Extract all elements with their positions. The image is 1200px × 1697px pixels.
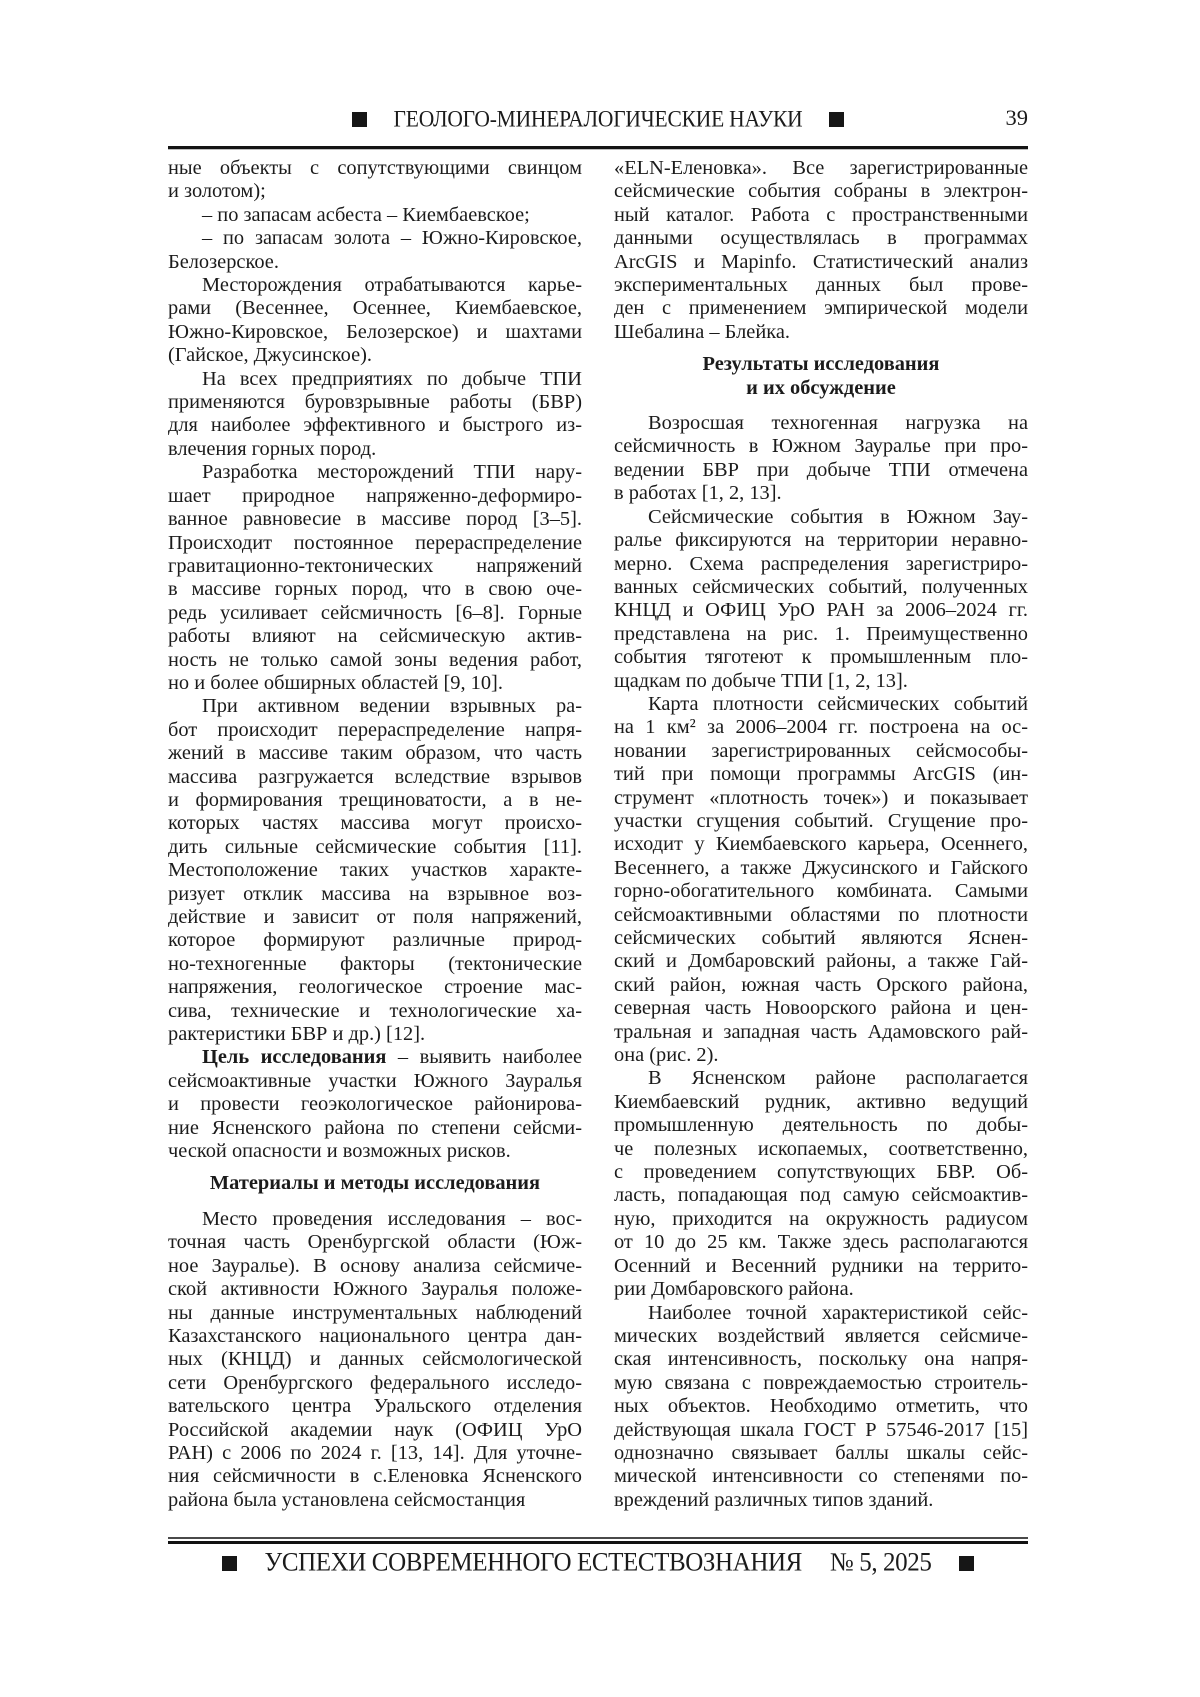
text-line: бот происходит перераспределение напря- <box>168 718 582 741</box>
text-line: работы влияют на сейсмическую актив- <box>168 625 582 648</box>
text-line: однозначно связывает баллы шкалы сейс- <box>614 1441 1028 1464</box>
text-line: щадкам по добыче ТПИ [1, 2, 13]. <box>614 669 908 692</box>
running-head-title: ГЕОЛОГО-МИНЕРАЛОГИЧЕСКИЕ НАУКИ <box>393 106 803 132</box>
text-line: и провести геоэкологическое районирова- <box>168 1093 582 1116</box>
text-line: Белозерское. <box>168 250 279 273</box>
text-line: мую связана с повреждаемостью строитель- <box>614 1371 1028 1394</box>
heading-line: Материалы и методы исследования <box>209 1172 541 1195</box>
text-line: сейсмичность в Южном Зауралье при про- <box>614 435 1028 458</box>
text-line: Сейсмические события в Южном Зау- <box>648 505 1028 528</box>
text-line: тий при помощи программы ArcGIS (ин- <box>614 763 1028 786</box>
text-line: которое формируют различные природ- <box>168 929 582 952</box>
journal-issue: № 5, 2025 <box>829 1548 932 1577</box>
text-line: Разработка месторождений ТПИ нару- <box>202 461 582 484</box>
text-line: ный каталог. Работа с пространственными <box>614 203 1028 226</box>
paragraph <box>614 1302 1028 1513</box>
text-line: жений в массиве таким образом, что часть <box>168 742 582 765</box>
text-line: ская интенсивность, поскольку она напря- <box>614 1348 1028 1371</box>
text-line: ные объекты с сопутствующими свинцом <box>168 157 582 179</box>
text-line: с проведением сопутствующих БВР. Об- <box>614 1161 1028 1184</box>
section-heading <box>614 353 1028 400</box>
text-line: гравитационно-тектонических напряжений <box>168 554 582 577</box>
text-line: сейсмические события собраны в электрон- <box>614 180 1028 203</box>
text-line: ведении БВР при добыче ТПИ отмечена <box>614 458 1028 481</box>
text-line: тральная и западная часть Адамовского рай- <box>614 1020 1028 1043</box>
text-line: экспериментальных данных был прове- <box>614 274 1028 297</box>
text-line: ния сейсмичности в с.Еленовка Ясненского <box>168 1465 582 1488</box>
paragraph <box>168 157 582 204</box>
text-line: ны данные инструментальных наблюдений <box>168 1301 582 1324</box>
text-line: В Ясненском районе располагается <box>648 1067 1028 1090</box>
text-line: рии Домбаровского района. <box>614 1278 854 1301</box>
text-line: шает природное напряженно-деформиро- <box>168 484 582 507</box>
text-line: ных объектов. Необходимо отметить, что <box>614 1395 1028 1418</box>
article-body <box>168 157 1028 1512</box>
text-line: Происходит постоянное перераспределение <box>168 531 582 554</box>
text-line: Киембаевский рудник, активно ведущий <box>614 1090 1028 1113</box>
footer-rule-thick <box>168 1541 1028 1544</box>
footer-rule-thin <box>168 1537 1028 1539</box>
right-column <box>614 157 1028 1512</box>
text-line: исходит у Киембаевского карьера, Осеннего, <box>614 833 1028 856</box>
text-line: ский район, южная часть Орского района, <box>614 973 1028 996</box>
text-line: и формирования трещиноватости, а в не- <box>168 788 582 811</box>
paragraph <box>614 506 1028 693</box>
text-line: Осенний и Весенний рудники на террито- <box>614 1254 1028 1277</box>
paragraph <box>614 412 1028 506</box>
text-line: на 1 км² за 2006–2004 гг. построена на ос- <box>614 716 1028 739</box>
black-square-icon <box>959 1556 974 1571</box>
text-line: ский и Домбаровский районы, а также Гай- <box>614 950 1028 973</box>
text-line: ность не только самой зоны ведения работ, <box>168 648 582 671</box>
text-line: ванное равновесие в массиве пород [3–5]. <box>168 508 582 531</box>
text-line: района была установлена сейсмостанция <box>168 1488 526 1511</box>
text-line: но и более обширных областей [9, 10]. <box>168 671 503 694</box>
text-line: в работах [1, 2, 13]. <box>614 482 782 505</box>
text-line: Весеннего, а также Джусинского и Гайского <box>614 856 1028 879</box>
text-line: сейсмических событий являются Яснен- <box>614 927 1028 949</box>
text-line: действие и зависит от поля напряжений, <box>168 906 582 928</box>
text-line: вательского центра Уральского отделения <box>168 1395 582 1418</box>
text-line: точная часть Оренбургской области (Юж- <box>168 1231 582 1254</box>
text-line: При активном ведении взрывных ра- <box>202 695 582 718</box>
text-line: ской активности Южного Зауралья положе- <box>168 1278 582 1301</box>
text-line: ласть, попадающая под самую сейсмоактив- <box>614 1184 1028 1207</box>
text-line: «ELN-Еленовка». Все зарегистрированные <box>614 157 1028 179</box>
text-line: сива, технические и технологические ха- <box>168 999 582 1022</box>
text-line: Карта плотности сейсмических событий <box>648 692 1028 715</box>
heading-line: Результаты исследования <box>702 353 940 376</box>
text-line: ческой опасности и возможных рисков. <box>168 1140 511 1163</box>
text-line: данными осуществлялась в программах <box>614 227 1028 250</box>
text-line: сейсмоактивные участки Южного Зауралья <box>168 1069 582 1092</box>
paragraph <box>614 157 1028 344</box>
black-square-icon <box>222 1556 237 1571</box>
text-line: че полезных ископаемых, соответственно, <box>614 1137 1028 1160</box>
text-line: участки сгущения событий. Сгущение про- <box>614 809 1028 832</box>
paragraph <box>614 1067 1028 1301</box>
text-line: КНЦД и ОФИЦ УрО РАН за 2006–2024 гг. <box>614 599 1028 622</box>
text-line: Российской академии наук (ОФИЦ УрО <box>168 1418 582 1441</box>
text-line: рактеристики БВР и др.) [12]. <box>168 1023 426 1046</box>
paragraph <box>168 695 582 1046</box>
text-line: Цель исследования – выявить наиболее <box>202 1046 582 1069</box>
text-line: мической интенсивности со степенями по- <box>614 1465 1028 1488</box>
black-square-icon <box>829 112 844 127</box>
black-square-icon <box>352 112 367 127</box>
text-line: ванных сейсмических событий, полученных <box>614 575 1028 598</box>
text-line: от 10 до 25 км. Также здесь располагаются <box>614 1231 1028 1254</box>
text-line: Наиболее точной характеристикой сейс- <box>648 1301 1028 1324</box>
text-line: она (рис. 2). <box>614 1044 719 1067</box>
text-line: – по запасам асбеста – Киембаевское; <box>202 203 530 226</box>
text-line: массива разгружается вследствие взрывов <box>168 765 582 788</box>
paragraph <box>168 274 582 368</box>
text-line: ние Ясненского района по степени сейсми- <box>168 1116 582 1139</box>
page-number: 39 <box>1005 105 1028 130</box>
text-line: влечения горных пород. <box>168 437 377 460</box>
text-line: рами (Весеннее, Осеннее, Киембаевское, <box>168 297 582 320</box>
text-line: ное Зауралье). В основу анализа сейсмиче- <box>168 1254 582 1277</box>
text-line: Возросшая техногенная нагрузка на <box>648 412 1028 435</box>
text-line: напряжения, геологическое строение мас- <box>168 976 582 999</box>
text-line: ную, приходится на окружность радиусом <box>614 1207 1028 1230</box>
paragraph <box>168 1208 582 1512</box>
text-line: ных (КНЦД) и данных сейсмологической <box>168 1348 582 1371</box>
text-line: ден с применением эмпирической модели <box>614 297 1028 320</box>
text-line: но-техногенные факторы (тектонические <box>168 952 582 975</box>
page-footer <box>168 1549 1028 1577</box>
paragraph <box>168 461 582 695</box>
text-line: которых частях массива могут происхо- <box>168 812 582 835</box>
text-line: применяются буровзрывные работы (БВР) <box>168 391 582 414</box>
text-line: представлена на рис. 1. Преимущественно <box>614 622 1028 645</box>
text-line: РАН) с 2006 по 2024 г. [13, 14]. Для уточне- <box>168 1441 582 1464</box>
text-line: Шебалина – Блейка. <box>614 320 790 343</box>
text-line: новании зарегистрированных сейсмособы- <box>614 739 1028 762</box>
text-line: действующая шкала ГОСТ Р 57546-2017 [15] <box>614 1418 1028 1441</box>
text-line: для наиболее эффективного и быстрого из- <box>168 414 582 437</box>
running-head <box>168 107 1028 132</box>
paragraph-lead-bold: Цель исследования <box>202 1046 387 1069</box>
text-line: На всех предприятиях по добыче ТПИ <box>202 367 582 390</box>
text-line: и золотом); <box>168 180 266 203</box>
text-line: струмент «плотность точек») и показывает <box>614 786 1028 809</box>
text-line: ArcGIS и Mapinfo. Статистический анализ <box>614 250 1028 273</box>
text-line: вреждений различных типов зданий. <box>614 1488 934 1511</box>
text-line: Южно-Кировское, Белозерское) и шахтами <box>168 320 582 343</box>
text-line: в массиве горных пород, что в свою оче- <box>168 578 582 601</box>
text-line: промышленную деятельность по добы- <box>614 1114 1028 1137</box>
text-line: мических воздействий является сейсмиче- <box>614 1324 1028 1347</box>
paragraph <box>614 693 1028 1068</box>
header-rule <box>168 146 1028 150</box>
text-line: северная часть Новоорского района и цен- <box>614 997 1028 1020</box>
text-line: дить сильные сейсмические события [11]. <box>168 835 582 858</box>
text-line: (Гайское, Джусинское). <box>168 344 373 367</box>
text-line: ралье фиксируются на территории неравно- <box>614 529 1028 552</box>
journal-title: УСПЕХИ СОВРЕМЕННОГО ЕСТЕСТВОЗНАНИЯ <box>264 1548 802 1577</box>
text-line: сейсмоактивными областями по плотности <box>614 903 1028 926</box>
paragraph <box>168 227 582 274</box>
footer-rule <box>168 1537 1028 1544</box>
text-line: Местоположение таких участков характе- <box>168 859 582 882</box>
section-heading <box>168 1172 582 1195</box>
text-line: события тяготеют к промышленным пло- <box>614 646 1028 669</box>
paragraph <box>168 1046 582 1163</box>
text-line: Казахстанского национального центра дан- <box>168 1324 582 1347</box>
text-line: горно-обогатительного комбината. Самыми <box>614 880 1028 903</box>
text-line: редь усиливает сейсмичность [6–8]. Горные <box>168 601 582 624</box>
paragraph <box>168 368 582 462</box>
left-column <box>168 157 582 1512</box>
text-line: Место проведения исследования – вос- <box>202 1207 582 1230</box>
text-line: сети Оренбургского федерального исследо- <box>168 1371 582 1394</box>
paragraph <box>168 204 582 227</box>
text-line: – по запасам золота – Южно-Кировское, <box>202 227 582 250</box>
text-line: Месторождения отрабатываются карье- <box>202 274 582 297</box>
text-line: ризует отклик массива на взрывное воз- <box>168 882 582 905</box>
heading-line: и их обсуждение <box>746 376 896 399</box>
text-line: мерно. Схема распределения зарегистриро- <box>614 552 1028 575</box>
